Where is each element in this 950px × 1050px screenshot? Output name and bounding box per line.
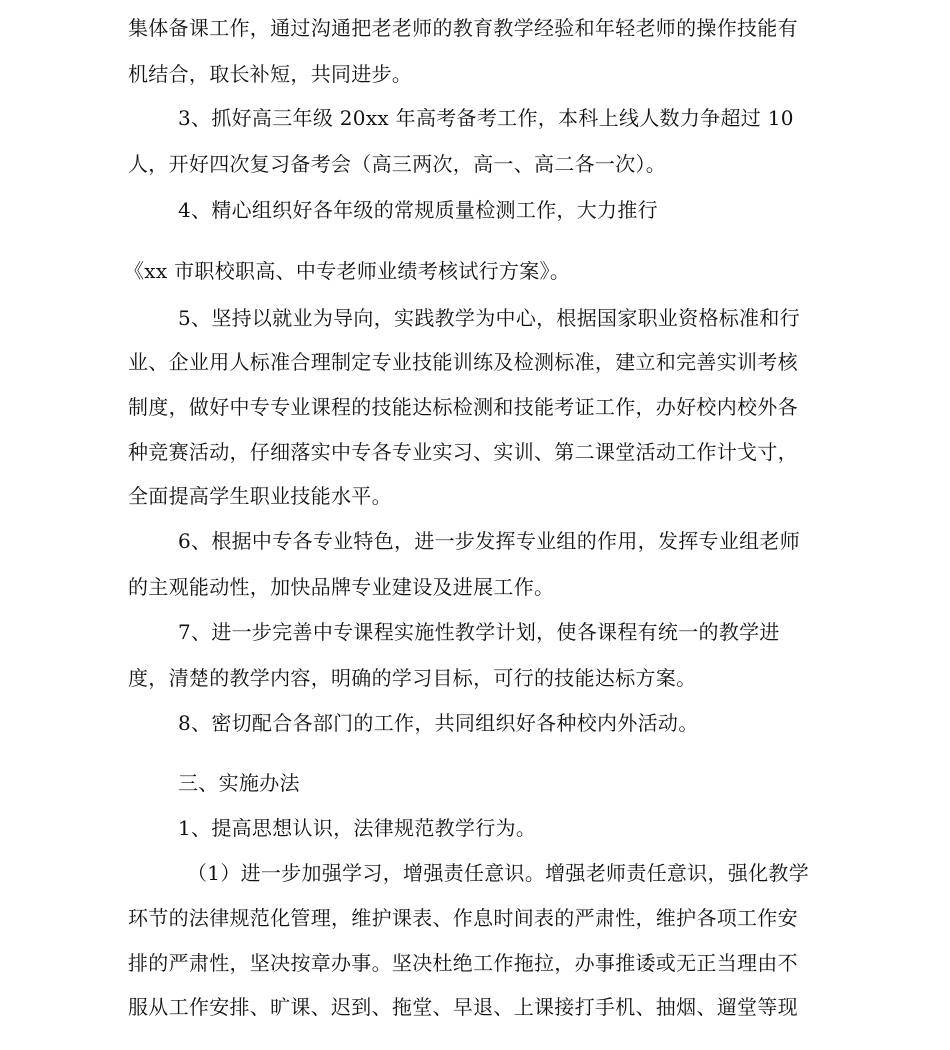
paragraph-line: 服从工作安排、旷课、迟到、拖堂、早退、上课接打手机、抽烟、遛堂等现 <box>128 995 798 1019</box>
paragraph-line: 的主观能动性，加快品牌专业建设及进展工作。 <box>128 575 555 599</box>
paragraph-line: 6、根据中专各专业特色，进一步发挥专业组的作用，发挥专业组老师 <box>178 529 801 553</box>
paragraph-line: 8、密切配合各部门的工作，共同组织好各种校内外活动。 <box>178 711 699 735</box>
paragraph-line: 集体备课工作，通过沟通把老老师的教育教学经验和年轻老师的操作技能有 <box>128 16 798 40</box>
paragraph-line: 环节的法律规范化管理，维护课表、作息时间表的严肃性，维护各项工作安 <box>128 906 798 930</box>
paragraph-line: 人，开好四次复习备考会（高三两次，高一、高二各一次）。 <box>128 152 667 176</box>
paragraph-line: （1）进一步加强学习，增强责任意识。增强老师责任意识，强化教学 <box>187 861 810 885</box>
paragraph-line: 《xx 市职校职高、中专老师业绩考核试行方案》。 <box>124 259 571 283</box>
paragraph-line: 业、企业用人标准合理制定专业技能训练及检测标准，建立和完善实训考核 <box>128 350 798 374</box>
paragraph-line: 制度，做好中专专业课程的技能达标检测和技能考证工作，办好校内校外各 <box>128 395 798 419</box>
paragraph-line: 5、坚持以就业为导向，实践教学为中心，根据国家职业资格标准和行 <box>178 306 801 330</box>
paragraph-line: 7、进一步完善中专课程实施性教学计划，使各课程有统一的教学进 <box>178 620 780 644</box>
paragraph-line: 1、提高思想认识，法律规范教学行为。 <box>178 816 537 840</box>
paragraph-line: 机结合，取长补短，共同进步。 <box>128 62 413 86</box>
paragraph-line: 全面提高学生职业技能水平。 <box>128 484 392 508</box>
paragraph-line: 种竞赛活动，仔细落实中专各专业实习、实训、第二课堂活动工作计戈寸， <box>128 440 798 464</box>
paragraph-line: 排的严肃性，坚决按章办事。坚决杜绝工作拖拉，办事推诿或无正当理由不 <box>128 951 798 975</box>
paragraph-line: 度，清楚的教学内容，明确的学习目标，可行的技能达标方案。 <box>128 666 697 690</box>
section-heading: 三、实施办法 <box>178 771 300 795</box>
paragraph-line: 4、精心组织好各年级的常规质量检测工作，大力推行 <box>178 198 658 222</box>
paragraph-line: 3、抓好高三年级 20xx 年高考备考工作，本科上线人数力争超过 10 <box>178 106 794 130</box>
